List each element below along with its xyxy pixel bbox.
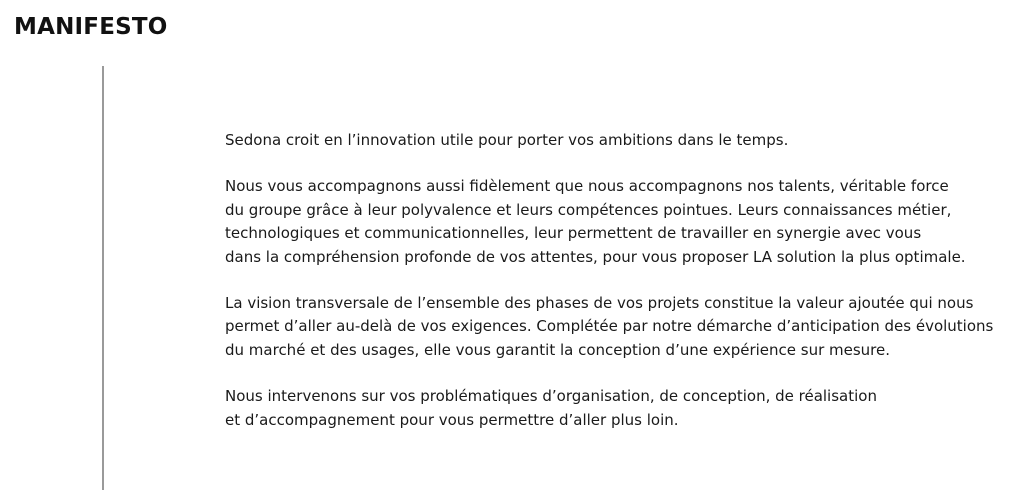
manifesto-content: [225, 129, 1015, 455]
paragraph-line: du marché et des usages, elle vous garantit la conception d’une expérience sur mesure.: [225, 340, 891, 359]
paragraph-line: permet d’aller au-delà de vos exigences. Complétée par notre démarche d’anticipation des évolutions: [225, 317, 994, 336]
paragraph-line: technologiques et communicationnelles, leur permettent de travailler en synergie avec vous: [225, 224, 922, 243]
paragraph-line: Sedona croit en l’innovation utile pour porter vos ambitions dans le temps.: [225, 131, 789, 149]
paragraph-line: du groupe grâce à leur polyvalence et leurs compétences pointues. Leurs connaissances métier,: [225, 200, 952, 219]
paragraph-line: Nous intervenons sur vos problématiques d’organisation, de conception, de réalisation: [225, 387, 877, 406]
manifesto-paragraph-3: [225, 292, 1015, 362]
paragraph-line: et d’accompagnement pour vous permettre d’aller plus loin.: [225, 410, 679, 429]
manifesto-paragraph-1: [225, 129, 1015, 152]
paragraph-line: dans la compréhension profonde de vos attentes, pour vous proposer LA solution la plus optimale.: [225, 247, 966, 266]
manifesto-paragraph-2: [225, 175, 1015, 269]
paragraph-line: Nous vous accompagnons aussi fidèlement que nous accompagnons nos talents, véritable force: [225, 177, 949, 196]
paragraph-line: La vision transversale de l’ensemble des phases de vos projets constitue la valeur ajoutée qui nous: [225, 294, 974, 313]
vertical-divider: [102, 66, 104, 490]
page-title: MANIFESTO: [14, 14, 168, 40]
manifesto-paragraph-4: [225, 385, 1015, 432]
